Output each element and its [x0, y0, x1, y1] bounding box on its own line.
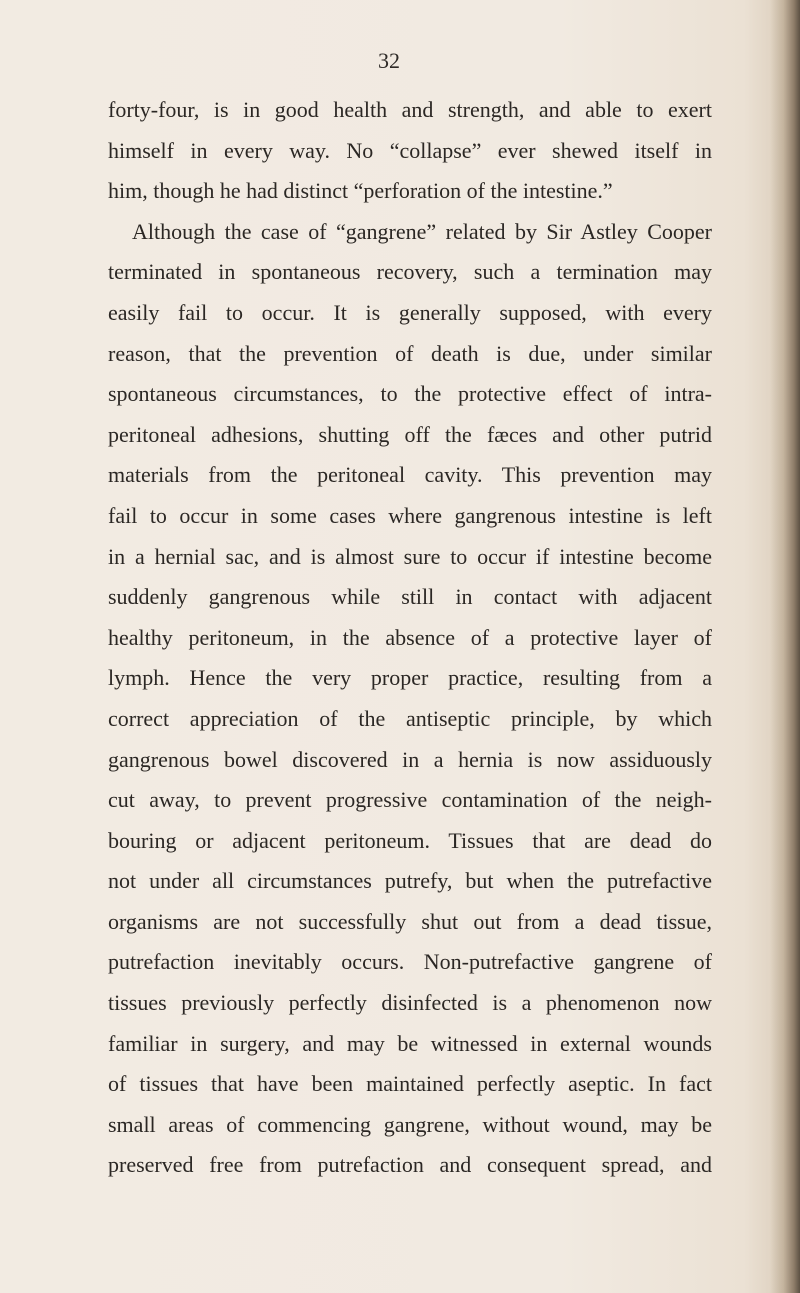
page-edge-shadow — [770, 0, 800, 1293]
text-line: Although the case of “gangrene” related by Sir Astley Cooper — [132, 218, 712, 244]
text-line: bouring or adjacent peritoneum. Tissues that are dead do — [108, 827, 712, 853]
text-line: not under all circumstances putrefy, but when the putrefactive — [108, 868, 712, 894]
text-line: terminated in spontaneous recovery, such a termination may — [108, 259, 712, 285]
text-line: healthy peritoneum, in the absence of a protective layer of — [108, 624, 712, 650]
text-line: lymph. Hence the very proper practice, resulting from a — [108, 665, 712, 691]
text-line: easily fail to occur. It is generally supposed, with every — [108, 299, 712, 325]
text-line: fail to occur in some cases where gangrenous intestine is left — [108, 502, 712, 528]
page-number: 32 — [378, 48, 400, 73]
text-line: familiar in surgery, and may be witnessed in external wounds — [108, 1030, 712, 1056]
text-line: himself in every way. No “collapse” ever shewed itself in — [108, 137, 712, 163]
text-line: him, though he had distinct “perforation of the intestine.” — [108, 178, 613, 204]
text-line: of tissues that have been maintained perfectly aseptic. In fact — [108, 1071, 712, 1097]
text-line: suddenly gangrenous while still in contact with adjacent — [108, 584, 712, 610]
text-line: peritoneal adhesions, shutting off the fæces and other putrid — [108, 421, 712, 447]
text-line: cut away, to prevent progressive contamination of the neigh- — [108, 787, 712, 813]
text-line: materials from the peritoneal cavity. This prevention may — [108, 462, 712, 488]
text-line: in a hernial sac, and is almost sure to occur if intestine become — [108, 543, 712, 569]
text-line: correct appreciation of the antiseptic principle, by which — [108, 705, 712, 731]
text-line: spontaneous circumstances, to the protective effect of intra- — [108, 381, 712, 407]
body-text — [108, 90, 712, 1186]
text-line: tissues previously perfectly disinfected is a phenomenon now — [108, 990, 712, 1016]
text-line: preserved free from putrefaction and consequent spread, and — [108, 1152, 712, 1178]
text-line: reason, that the prevention of death is due, under similar — [108, 340, 712, 366]
text-line: small areas of commencing gangrene, without wound, may be — [108, 1111, 712, 1137]
text-line: gangrenous bowel discovered in a hernia is now assiduously — [108, 746, 712, 772]
text-line: organisms are not successfully shut out from a dead tissue, — [108, 908, 712, 934]
text-line: forty-four, is in good health and strength, and able to exert — [108, 97, 712, 122]
text-line: putrefaction inevitably occurs. Non-putrefactive gangrene of — [108, 949, 712, 975]
